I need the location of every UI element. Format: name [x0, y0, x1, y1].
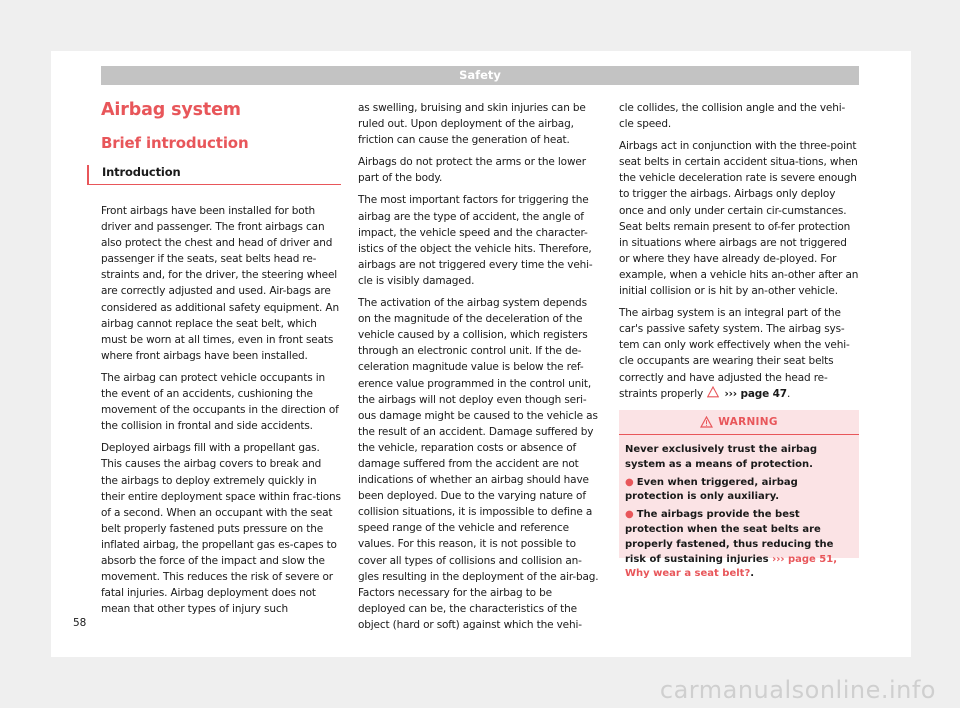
paragraph: Airbags act in conjunction with the three-point seat belts in certain accident situa-tions, when the vehicle deceleration rate is severe enough to trigger the airbags. Airbags only deploy once and only under certain cir-cumstances. Seat belts remain present to of-fer protection in situations where airbags are not triggered or where they have already de-ployed. For example, when a vehicle hits an-other after an initial collision or is hit by an-other vehicle. — [619, 140, 859, 298]
warning-intro: Never exclusively trust the airbag system as a means of protection. — [625, 444, 818, 470]
section-heading: Introduction — [87, 165, 341, 185]
watermark: carmanualsonline.info — [659, 676, 936, 704]
section-header-bar: Safety — [101, 66, 859, 85]
column-1 — [101, 99, 341, 623]
warning-triangle-icon — [700, 416, 713, 428]
warning-triangle-icon — [707, 386, 719, 398]
warning-box — [619, 410, 859, 580]
bullet-icon: ● — [625, 509, 634, 521]
column-2 — [358, 100, 600, 639]
manual-page — [51, 51, 911, 657]
bullet-icon: ● — [625, 476, 634, 488]
page-number: 58 — [73, 617, 87, 629]
paragraph-text: The airbag system is an integral part of the car's passive safety system. The airbag sys-tem can only work effectively when the vehi-cle occupants are wearing their seat belts correctly and have adjusted the head re-straints properly — [619, 307, 850, 400]
page-subtitle: Brief introduction — [101, 134, 249, 152]
warning-bullet: ● The airbags provide the best protection when the seat belts are properly fastened, thus reducing the risk of sustaining injuries ››› page 51, Why wear a seat belt?. — [625, 509, 837, 580]
paragraph: as swelling, bruising and skin injuries can be ruled out. Upon deployment of the airbag, friction can cause the generation of heat. — [358, 102, 586, 147]
warning-page-link[interactable]: ››› page 51, Why wear a seat belt? — [625, 553, 837, 580]
paragraph: Airbags do not protect the arms or the lower part of the body. — [358, 156, 586, 185]
paragraph: Deployed airbags fill with a propellant gas. This causes the airbag covers to break and the airbags to deploy extremely quickly in their entire deployment space within frac-tions of a second. When an occupant with the seat belt properly fastened puts pressure on the inflated airbag, the propellant gas es-capes to absorb the force of the impact and slow the movement. This reduces the risk of severe or fatal injuries. Airbag deployment does not mean that other types of injury such — [101, 442, 341, 616]
column-3 — [619, 100, 859, 408]
page-title: Airbag system — [101, 100, 241, 120]
paragraph: Front airbags have been installed for both driver and passenger. The front airbags can also protect the chest and head of driver and passenger if the seats, seat belts head re-straints and, for the driver, the steering wheel are correctly adjusted and used. Air-bags are considered as additional safety equipment. An airbag cannot replace the seat belt, which must be worn at all times, even in front seats where front airbags have been installed. — [101, 205, 339, 362]
page-reference-link[interactable]: ››› page 47 — [724, 387, 787, 400]
paragraph-with-reference: The airbag system is an integral part of the car's passive safety system. The airbag sys-tem can only work effectively when the vehi-cle occupants are wearing their seat belts correctly and have adjusted the head re-straints properly ››› page 47. — [619, 307, 850, 400]
paragraph: The most important factors for triggering the airbag are the type of accident, the angle of impact, the vehicle speed and the character-istics of the object the vehicle hits. Therefore, airbags are not triggered every time the vehi-cle is visibly damaged. — [358, 194, 593, 287]
warning-bullet: ● Even when triggered, airbag protection is only auxiliary. — [625, 476, 798, 503]
warning-content — [619, 435, 859, 582]
paragraph: The airbag can protect vehicle occupants in the event of an accidents, cushioning the movement of the occupants in the direction of the collision in frontal and side accidents. — [101, 371, 339, 433]
warning-header — [619, 410, 859, 435]
paragraph: cle collides, the collision angle and the vehi-cle speed. — [619, 102, 846, 131]
paragraph: The activation of the airbag system depends on the magnitude of the deceleration of the vehicle caused by a collision, which registers through an electronic control unit. If the de-celeration magnitude value is below the ref-erence value programmed in the control unit, the airbags will not deploy even though seri-ous damage might be caused to the vehicle as the result of an accident. Damage suffered by the vehicle, reparation costs or absence of damage suffered from the accident are not indications of whether an airbag should have been deployed. Due to the varying nature of collision situations, it is impossible to define a speed range of the vehicle and reference values. For this reason, it is not possible to cover all types of collisions and collision an-gles resulting in the deployment of the air-bag. Factors necessary for the airbag to be deployed can be, the characteristics of the object (hard or soft) against which the vehi- — [358, 297, 599, 631]
warning-label: WARNING — [718, 416, 778, 428]
